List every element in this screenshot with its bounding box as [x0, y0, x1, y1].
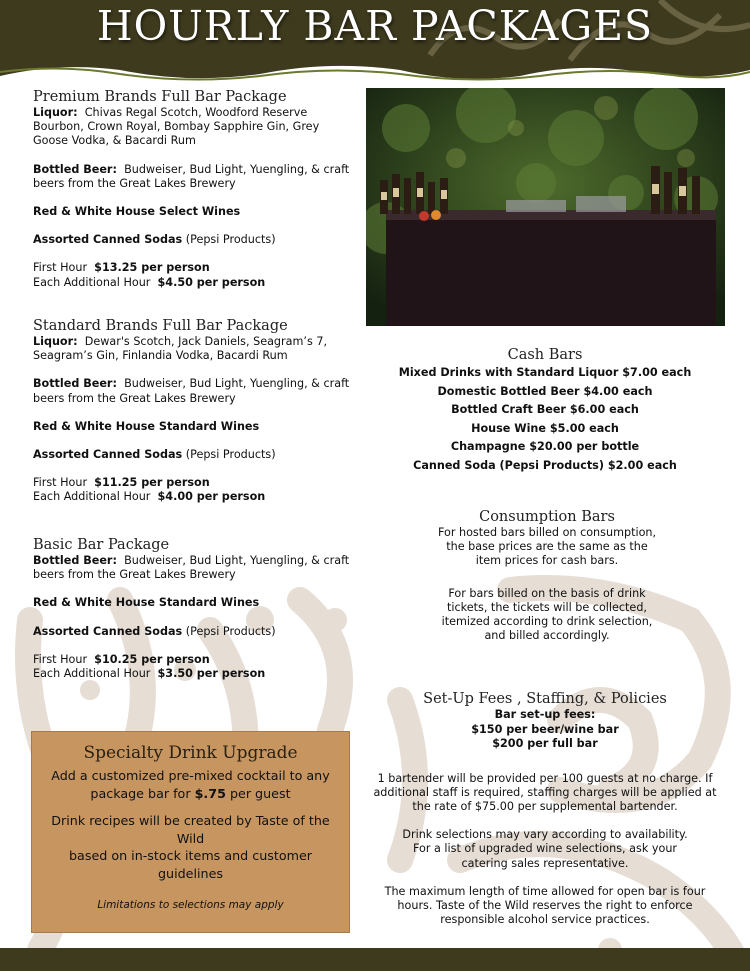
consumption-heading: Consumption Bars: [479, 509, 615, 525]
bar-setup-photo: [366, 88, 725, 326]
premium-beer: Bottled Beer: Budweiser, Bud Light, Yuengling, & craft beers from the Great Lakes Brewery: [33, 162, 350, 190]
consumption-bars-section: [432, 508, 662, 657]
page-title: HOURLY BAR PACKAGES: [96, 2, 654, 50]
standard-beer: Bottled Beer: Budweiser, Bud Light, Yuengling, & craft beers from the Great Lakes Brewery: [33, 377, 350, 405]
setup-paragraph-2: Drink selections may vary according to availability. For a list of upgraded wine selections, ask your catering sales representative.: [402, 828, 688, 870]
standard-package: [33, 317, 353, 519]
specialty-line-2a: Drink recipes will be created by Taste of the Wild: [51, 813, 330, 846]
page-header: [0, 0, 750, 62]
premium-pricing: First Hour $13.25 per person Each Additional Hour $4.50 per person: [33, 261, 266, 289]
cash-bar-item: Mixed Drinks with Standard Liquor $7.00 each: [398, 366, 692, 379]
cash-bar-item: Champagne $20.00 per bottle: [450, 440, 640, 454]
basic-beer: Bottled Beer: Budweiser, Bud Light, Yuengling, & craft beers from the Great Lakes Brewery: [33, 554, 350, 582]
setup-heading: Set-Up Fees , Staffing, & Policies: [423, 691, 667, 707]
specialty-line-1: Add a customized pre-mixed cocktail to any package bar for $.75 per guest: [51, 768, 330, 801]
header-stripe: [0, 62, 750, 84]
specialty-note: Limitations to selections may apply: [97, 899, 284, 911]
standard-pricing: First Hour $11.25 per person Each Additional Hour $4.00 per person: [33, 476, 266, 504]
premium-heading: Premium Brands Full Bar Package: [33, 89, 287, 105]
specialty-heading: Specialty Drink Upgrade: [83, 743, 298, 763]
cash-bars-section: [370, 346, 720, 476]
setup-fee-beer-wine: $150 per beer/wine bar: [471, 722, 619, 736]
standard-wines: Red & White House Standard Wines: [33, 419, 260, 433]
setup-fee-full: $200 per full bar: [492, 737, 598, 750]
standard-liquor: Liquor: Dewar's Scotch, Jack Daniels, Seagram’s 7, Seagram’s Gin, Finlandia Vodka, Bacardi Rum: [33, 335, 328, 363]
footer-band: [0, 948, 750, 971]
setup-fees-label: Bar set-up fees:: [494, 708, 596, 721]
setup-paragraph-1: 1 bartender will be provided per 100 guests at no charge. If additional staff is required, staffing charges will be applied at the rate of $75.00 per supplemental bartender.: [373, 771, 717, 813]
premium-package: [33, 88, 353, 304]
premium-wines: Red & White House Select Wines: [33, 205, 241, 219]
standard-heading: Standard Brands Full Bar Package: [33, 318, 288, 334]
cash-bar-item: Bottled Craft Beer $6.00 each: [451, 403, 639, 417]
premium-liquor: Liquor: Chivas Regal Scotch, Woodford Reserve Bourbon, Crown Royal, Bombay Sapphire Gin, Grey Goose Vodka, & Bacardi Rum: [33, 106, 320, 148]
setup-fees-section: [370, 690, 720, 941]
cash-bars-list: [370, 364, 720, 476]
basic-pricing: First Hour $10.25 per person Each Additional Hour $3.50 per person: [33, 652, 266, 681]
consumption-paragraph-2: For bars billed on the basis of drink tickets, the tickets will be collected, itemized according to drink selection, and billed accordingly.: [441, 586, 653, 643]
basic-wines: Red & White House Standard Wines: [33, 596, 260, 610]
cash-bar-item: Domestic Bottled Beer $4.00 each: [437, 384, 653, 398]
specialty-drink-box: [31, 731, 350, 933]
standard-sodas: Assorted Canned Sodas (Pepsi Products): [33, 448, 276, 462]
cash-bars-heading: Cash Bars: [507, 347, 583, 363]
cash-bar-item: Canned Soda (Pepsi Products) $2.00 each: [413, 458, 677, 472]
consumption-paragraph-1: For hosted bars billed on consumption, the base prices are the same as the item prices for cash bars.: [437, 526, 657, 568]
cash-bar-item: House Wine $5.00 each: [471, 421, 619, 435]
specialty-line-2b: based on in-stock items and customer guidelines: [69, 848, 312, 881]
basic-heading: Basic Bar Package: [33, 537, 170, 553]
setup-paragraph-3: The maximum length of time allowed for open bar is four hours. Taste of the Wild reserves the right to enforce responsible alcohol service practices.: [384, 884, 706, 927]
basic-package: [33, 536, 353, 695]
premium-sodas: Assorted Canned Sodas (Pepsi Products): [33, 233, 276, 247]
basic-sodas: Assorted Canned Sodas (Pepsi Products): [33, 624, 276, 638]
